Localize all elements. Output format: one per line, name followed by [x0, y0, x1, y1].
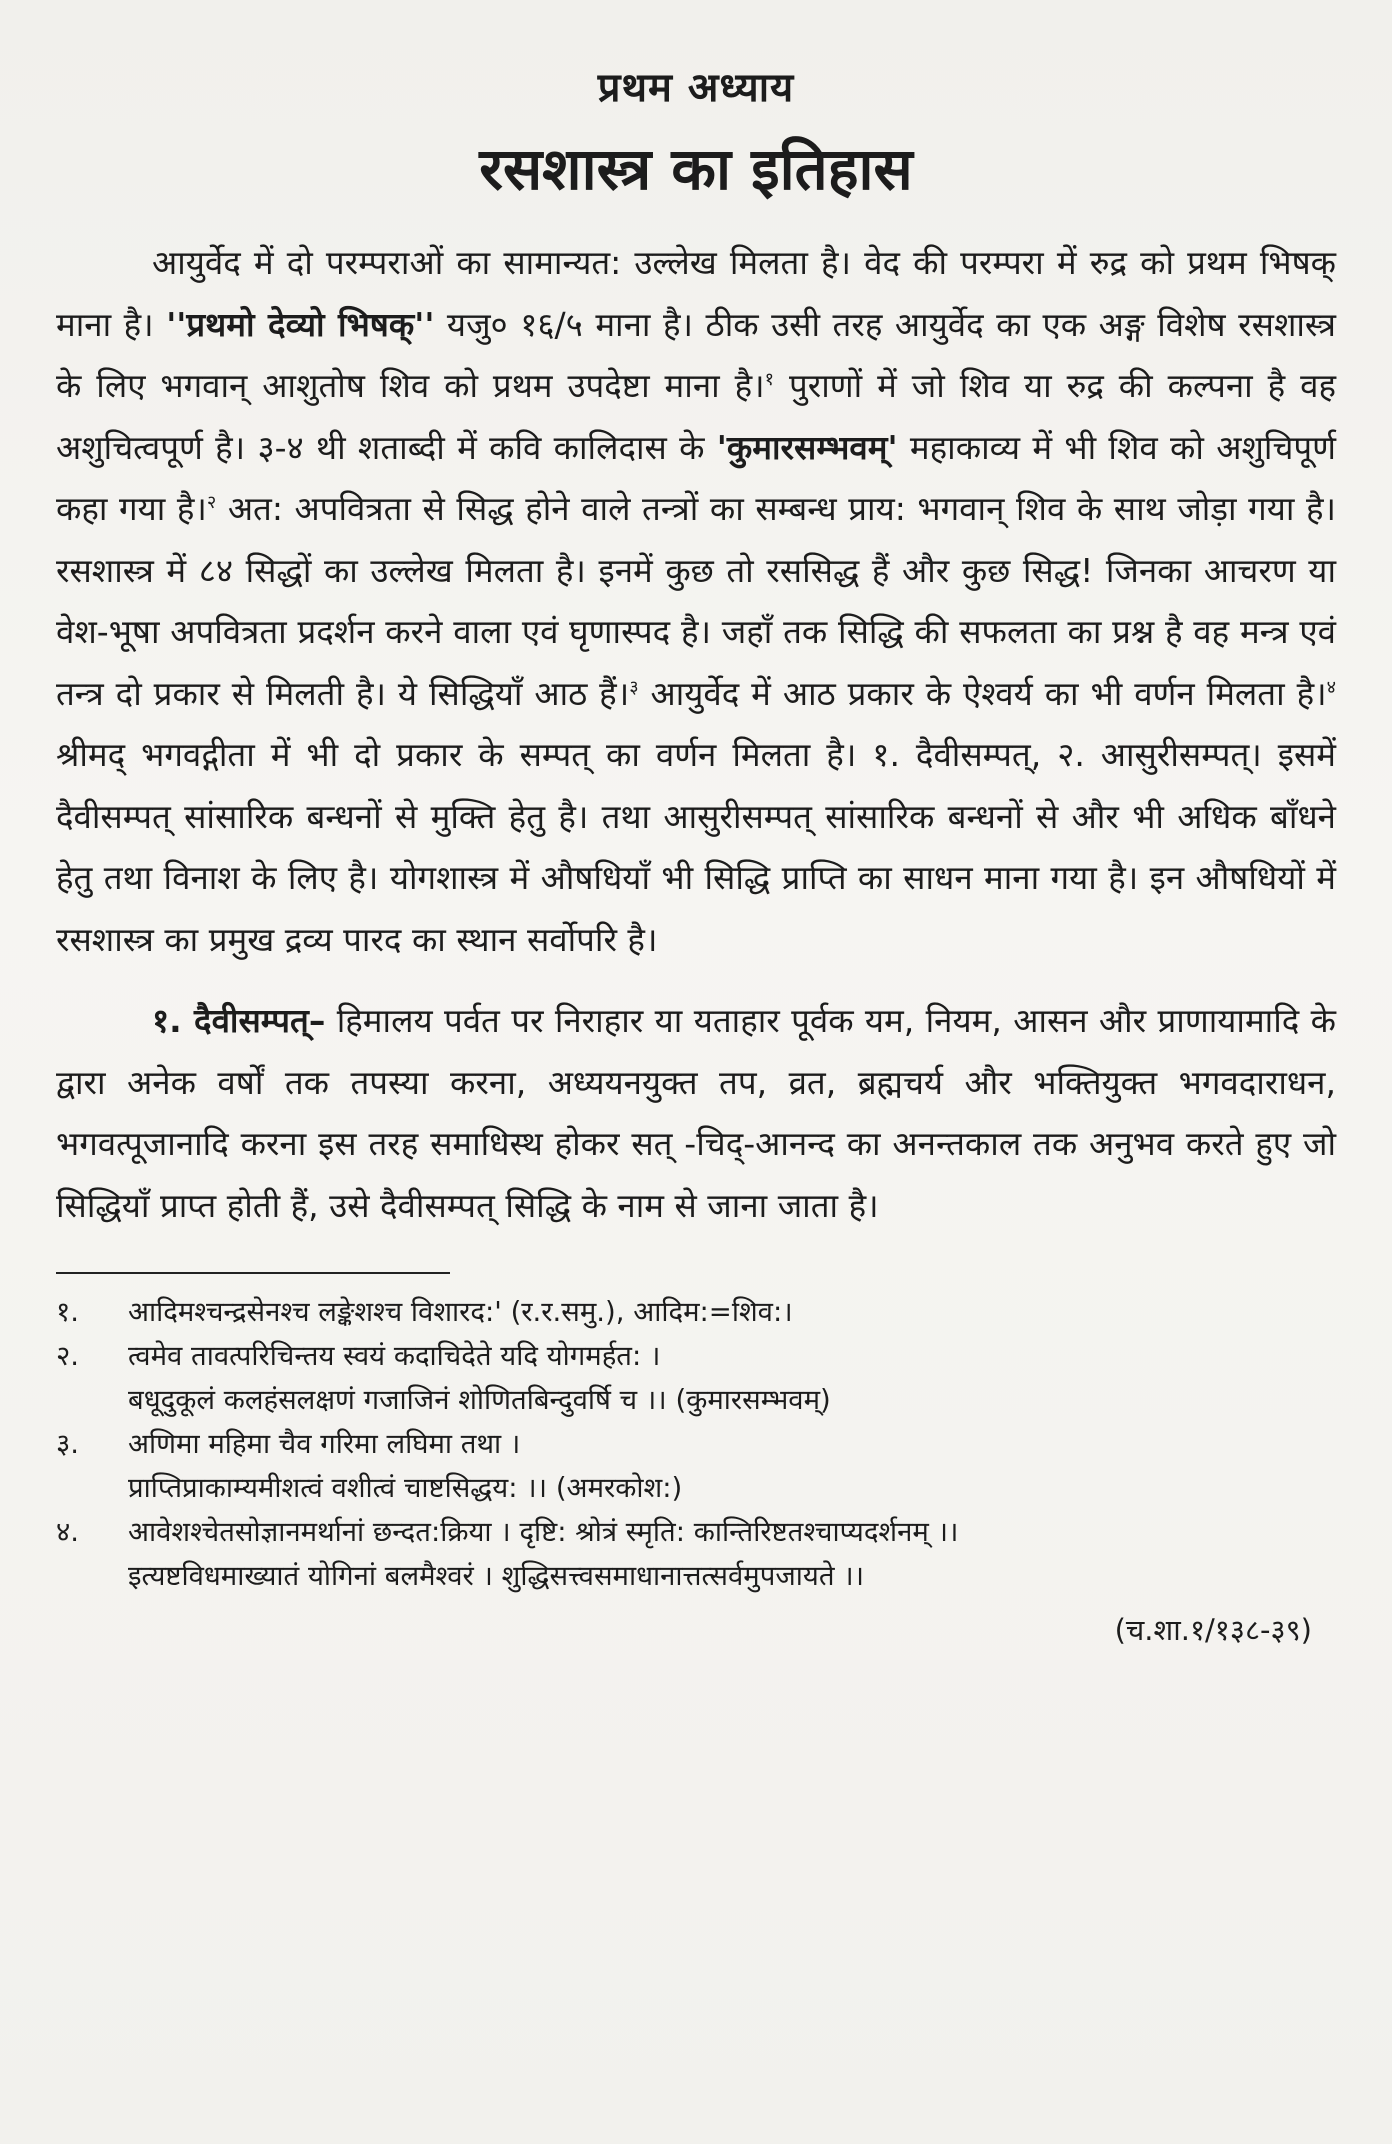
footnote-number: १. [56, 1296, 80, 1328]
footnote-ref-2: २ [206, 492, 217, 513]
footnote-3 [56, 1422, 1336, 1510]
body-paragraph-1 [56, 232, 1336, 970]
body-paragraph-2 [56, 990, 1336, 1236]
footnote-1 [56, 1290, 1336, 1334]
para1-text-6: आयुर्वेद में आठ प्रकार के ऐश्वर्य का भी वर्णन मिलता है। [638, 673, 1327, 713]
footnote-line: आदिमश्चन्द्रसेनश्च लङ्केशश्च विशारद:' (र.र.समु.), आदिम:=शिव:। [128, 1296, 793, 1328]
para1-text-4: महाकाव्य में भी शिव को अशुचिपूर्ण कहा गया है। [56, 427, 1336, 528]
para1-text-1: आयुर्वेद में दो परम्पराओं का सामान्यत: उल्लेख मिलता है। वेद की परम्परा में रुद्र को प्रथम भिषक् माना है। [56, 243, 1336, 344]
footnote-4 [56, 1510, 1336, 1598]
footnote-divider [56, 1272, 450, 1274]
footnote-ref-3: ३ [629, 676, 639, 698]
para1-text-3: पुराणों में जो शिव या रुद्र की कल्पना है वह अशुचित्वपूर्ण है। ३-४ थी शताब्दी में कवि कालिदास के [56, 366, 1336, 467]
footnote-number: ३. [56, 1428, 80, 1460]
para1-text-7: श्रीमद् भगवद्गीता में भी दो प्रकार के सम्पत् का वर्णन मिलता है। १. दैवीसम्पत्, २. आसुरीसम्पत्। इसमें दैवीसम्पत् सांसारिक बन्धनों से मुक्ति हेतु है। तथा आसुरीसम्पत् सांसारिक बन्धनों से और भी अधिक बाँधने हेतु तथा विनाश के लिए है। योगशास्त्र में औषधियाँ भी सिद्धि प्राप्ति का साधन माना गया है। इन औषधियों में रसशास्त्र का प्रमुख द्रव्य पारद का स्थान सर्वोपरि है। [56, 735, 1336, 959]
footnote-line: बधूदुकूलं कलहंसलक्षणं गजाजिनं शोणितबिन्दुवर्षि च ।। (कुमारसम्भवम्) [128, 1384, 831, 1416]
quote-prathamo: ''प्रथमो देव्यो भिषक्'' [166, 304, 435, 344]
quote-kumarasambhavam: 'कुमारसम्भवम्' [716, 427, 898, 467]
para1-text-2: यजु० १६/५ माना है। ठीक उसी तरह आयुर्वेद का एक अङ्ग विशेष रसशास्त्र के लिए भगवान् आशुतोष शिव को प्रथम उपदेष्टा माना है। [56, 304, 1336, 405]
footnote-line: आवेशश्चेतसोज्ञानमर्थानां छन्दत:क्रिया । दृष्टि: श्रोत्रं स्मृति: कान्तिरिष्टतश्चाप्यदर्शनम् ।। [128, 1516, 959, 1548]
page-title: रसशास्त्र का इतिहास [479, 135, 913, 203]
section-heading-daivisampat: १. दैवीसम्पत्– [152, 1001, 326, 1040]
para1-text-5: अत: अपवित्रता से सिद्ध होने वाले तन्त्रों का सम्बन्ध प्राय: भगवान् शिव के साथ जोड़ा गया है। रसशास्त्र में ८४ सिद्धों का उल्लेख मिलता है। इनमें कुछ तो रससिद्ध हैं और कुछ सिद्ध! जिनका आचरण या वेश-भूषा अपवित्रता प्रदर्शन करने वाला एवं घृणास्पद है। जहाँ तक सिद्धि की सफलता का प्रश्न है वह मन्त्र एवं तन्त्र दो प्रकार से मिलती है। ये सिद्धियाँ आठ हैं। [56, 489, 1337, 713]
footnote-ref-1: १ [764, 369, 775, 390]
footnote-2 [56, 1334, 1336, 1422]
reference-citation: (च.शा.१/१३८-३९) [1114, 1613, 1312, 1647]
footnote-line: अणिमा महिमा चैव गरिमा लघिमा तथा । [128, 1428, 521, 1460]
footnote-line: इत्यष्टविधमाख्यातं योगिनां बलमैश्वरं । शुद्धिसत्त्वसमाधानात्तत्सर्वमुपजायते ।। [128, 1560, 865, 1592]
footnote-number: २. [56, 1340, 80, 1372]
chapter-heading: प्रथम अध्याय [597, 65, 795, 111]
footnote-line: प्राप्तिप्राकाम्यमीशत्वं वशीत्वं चाष्टसिद्धय: ।। (अमरकोश:) [128, 1472, 683, 1504]
footnotes [56, 1290, 1336, 1598]
footnote-ref-4: ४ [1326, 676, 1336, 698]
para2-text: हिमालय पर्वत पर निराहार या यताहार पूर्वक यम, नियम, आसन और प्राणायामादि के द्वारा अनेक वर्षों तक तपस्या करना, अध्ययनयुक्त तप, व्रत, ब्रह्मचर्य और भक्तियुक्त भगवदाराधन, भगवत्पूजानादि करना इस तरह समाधिस्थ होकर सत् -चिद्-आनन्द का अनन्तकाल तक अनुभव करते हुए जो सिद्धियाँ प्राप्त होती हैं, उसे दैवीसम्पत् सिद्धि के नाम से जाना जाता है। [56, 1001, 1337, 1225]
footnote-line: त्वमेव तावत्परिचिन्तय स्वयं कदाचिदेते यदि योगमर्हत: । [128, 1340, 661, 1372]
footnote-number: ४. [56, 1516, 80, 1548]
